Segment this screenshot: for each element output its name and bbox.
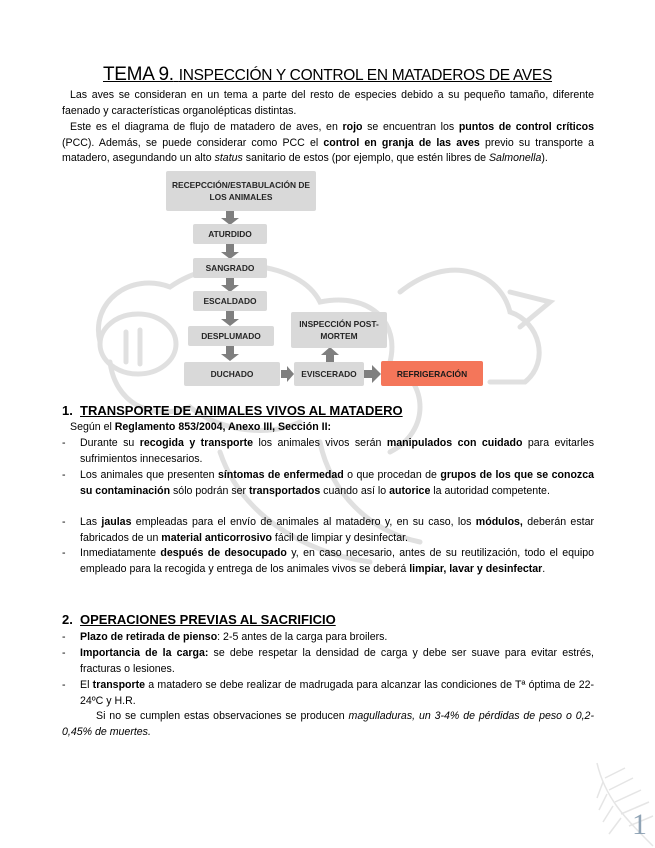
arrow-shaft [226, 211, 234, 219]
section-2-heading: 2. OPERACIONES PREVIAS AL SACRIFICIO [62, 612, 336, 627]
list-item: - Las jaulas empleadas para el envío de animales al matadero y, en su caso, los módulos, deberán estar fabricados de un material anticorrosivo fácil de limpiar y desinfectar. [62, 516, 594, 544]
arrow-shaft [226, 311, 234, 320]
step-recepcion: RECEPCCIÓN/ESTABULACIÓN DE LOS ANIMALES [166, 171, 316, 211]
arrow-head [221, 319, 239, 326]
arrow-head [372, 365, 381, 383]
list-item: - Plazo de retirada de pienso: 2-5 antes de la carga para broilers. [62, 631, 388, 643]
arrow-head [287, 366, 294, 382]
step-refrigeracion-pcc: REFRIGERACIÓN [381, 361, 483, 386]
step-inspeccion-post-mortem: INSPECCIÓN POST-MORTEM [291, 312, 387, 348]
list-item: - Inmediatamente después de desocupado y, en caso necesario, antes de su reutilización, todo el equipo empleado para la recogida y entrega de los animales vivos se deberá limpiar, lavar y desinfectar. [62, 547, 595, 575]
list-item: - El transporte a matadero se debe realizar de madrugada para alcanzar las condiciones de Tª óptima de 22-24ºC y H.R. [62, 679, 595, 707]
arrow-head [221, 354, 239, 361]
step-escaldado: ESCALDADO [193, 291, 267, 311]
arrow-shaft [226, 244, 234, 253]
intro-paragraph-2: Este es el diagrama de flujo de matadero de aves, en rojo se encuentran los puntos de control críticos (PCC). Además, se puede considerar como PCC el control en granja de las aves previo su transporte a matadero, asegundando un alto status sanitario de estos (por ejemplo, que estén libres de Salmonella). [62, 121, 594, 165]
arrow-shaft [281, 370, 288, 378]
step-desplumado: DESPLUMADO [188, 326, 274, 346]
step-aturdido: ATURDIDO [193, 224, 267, 244]
section-1-heading: 1. TRANSPORTE DE ANIMALES VIVOS AL MATADERO [62, 403, 403, 418]
list-item: - Durante su recogida y transporte los animales vivos serán manipulados con cuidado para evitarles sufrimientos innecesarios. [62, 437, 594, 465]
page-number: 1 [632, 808, 647, 841]
intro-paragraph-1: Las aves se consideran en un tema a parte del resto de especies debido a su pequeño tamaño, diferente faenado y características organolépticas distintas. [62, 89, 594, 117]
arrow-head [321, 347, 339, 355]
section-2-closing: Si no se cumplen estas observaciones se producen magulladuras, un 3-4% de pérdidas de peso o 0,2-0,45% de muertes. [62, 710, 594, 738]
arrow-shaft [226, 278, 234, 286]
list-item: - Importancia de la carga: se debe respetar la densidad de carga y debe ser suave para evitar estrés, fracturas o lesiones. [62, 647, 594, 675]
arrow-shaft [363, 370, 373, 378]
step-duchado: DUCHADO [184, 362, 280, 386]
title-sub: INSPECCIÓN Y CONTROL EN MATADEROS DE AVES [178, 67, 553, 84]
title-main: TEMA 9. [102, 64, 174, 85]
list-item: - Los animales que presenten síntomas de enfermedad o que procedan de grupos de los que se conozca su contaminación sólo podrán ser transportados cuando así lo autorice la autoridad competente. [62, 469, 595, 497]
step-sangrado: SANGRADO [193, 258, 267, 278]
section-1-reference: Según el Reglamento 853/2004, Anexo III, Sección II: [70, 421, 332, 433]
step-eviscerado: EVISCERADO [294, 362, 364, 386]
arrow-shaft [226, 346, 234, 355]
